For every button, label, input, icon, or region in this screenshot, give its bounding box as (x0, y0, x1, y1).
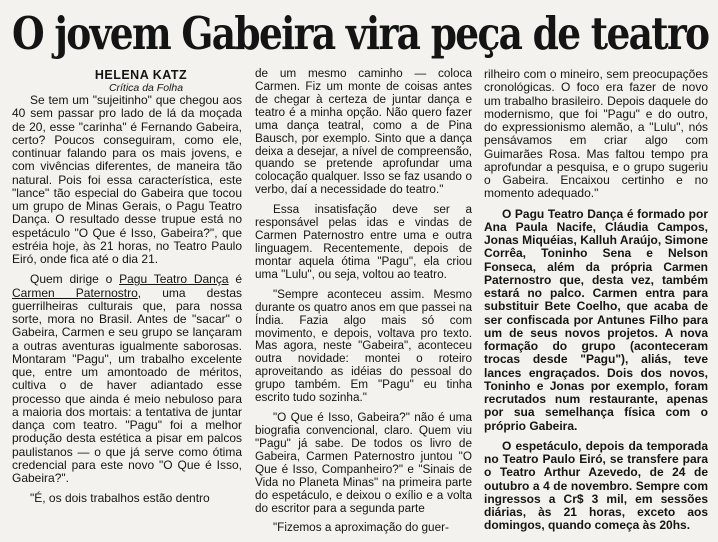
paragraph (12, 273, 242, 485)
director-name: Carmen Paternostro (12, 285, 138, 300)
article-column-2 (255, 68, 472, 538)
paragraph: "É, os dois trabalhos estão dentro (30, 491, 210, 506)
author-name: HELENA KATZ (94, 68, 188, 82)
paragraph: O Pagu Teatro Dança é formado por Ana Paula Nacife, Cláudia Campos, Jonas Miquéias, Kalluh Araújo, Simone Corrêa, Toninho Sena e Nelson Fonseca, além da própria Carmen Paternostro que, desta vez, também estará no palco. Carmen entra para substituir Bete Coelho, que acaba de ser confiscada por Antunes Filho para um de seus novos projetos. A nova formação do grupo (aconteceram trocas desde "Pagu"), aliás, teve lances engraçados. Dois dos novos, Toninho e Jonas por exemplo, foram recrutados num restaurante, apenas por sua semelhança física com o próprio Gabeira. (484, 206, 708, 433)
group-name: Pagu Teatro Dança (119, 272, 229, 287)
text-run: Quem dirige o (30, 272, 120, 287)
paragraph: "Fizemos a aproximação do guer- (273, 521, 449, 535)
headline: O jovem Gabeira vira peça de teatro (12, 7, 709, 60)
paragraph: O espetáculo, depois da temporada no Teatro Paulo Eiró, se transfere para o Teatro Arthur Azevedo, de 24 de outubro a 4 de novembro. Sempre com ingressos a Cr$ 3 mil, em sessões diárias, às 21 horas, exceto aos domingos, quando começa às 20hs. (484, 438, 708, 533)
paragraph: de um mesmo caminho — coloca Carmen. Fiz um monte de coisas antes de chegar à certeza de juntar dança e teatro é a minha opção. Não quero fazer uma dança teatral, como a de Pina Bausch, por exemplo. Sinto que a dança deixa a desejar, a nível de compreensão, quando se pretende aprofundar uma colocação qualquer. Isso se faz usando o verbo, daí a necessidade do teatro." (255, 68, 472, 197)
paragraph: Se tem um "sujeitinho" que chegou aos 40 sem passar pro lado de lá da moçada de 20, esse "carinha" é Fernando Gabeira, certo? Poucos conseguiram, como ele, continuar falando para os mais jovens, e com vivências diferentes, de maneira tão natural. Pois foi essa característica, este "lance" tão especial do Gabeira que tocou um grupo de Minas Gerais, o Pagu Teatro Dança. O resultado desse trupue está no espetáculo "O Que é Isso, Gabeira?", que estréia hoje, às 21 horas, no Teatro Paulo Eiró, onde fica até o dia 21. (12, 93, 242, 266)
paragraph: Essa insatisfação deve ser a responsável pelas idas e vindas de Carmen Paternostro entre uma e outra linguagem. Recentemente, depois de montar aquela ótima "Pagu", ela criou uma "Lulu", ou seja, voltou ao teatro. (255, 203, 472, 281)
text-run: é (228, 272, 242, 287)
text-run: , uma destas guerrilheiras culturais que, para nossa sorte, mora no Brasil. Antes de "sacar" o Gabeira, Carmen e seu grupo se lançaram a outras aventuras igualmente saborosas. Montaram "Pagu", um trabalho excelente que, entre um amontoado de méritos, cultiva o de haver adiantado esse processo que ainda é meio nebuloso para a maioria dos mortais: a tentativa de juntar dança com teatro. "Pagu" foi a melhor produção desta estética a pisar em palcos paulistanos — o que já serve como ótima credencial para este novo "O Que é Isso, Gabeira?". (12, 285, 242, 485)
paragraph: "O Que é Isso, Gabeira?" não é uma biografia convencional, claro. Quem viu "Pagu" já sabe. De todos os livro de Gabeira, Carmen Paternostro juntou "O Que é Isso, Companheiro?" e "Sinais de Vida no Planeta Minas" na primeira parte do espetáculo, e deixou o exílio e a volta do escritor para a segunda parte (255, 411, 472, 515)
paragraph: rilheiro com o mineiro, sem preocupações cronológicas. O foco era fazer de novo um trabalho brasileiro. Depois daquele do modernismo, que foi "Pagu" e do outro, do expressionismo alemão, a "Lulu", nós pensávamos em criar algo com Guimarães Rosa. Mas faltou tempo pra aprofundar a pesquisa, e o grupo sugeriu o Gabeira. Encaixou certinho e no momento adequado." (484, 68, 708, 201)
article-column-1 (12, 68, 242, 538)
article-column-3 (484, 68, 708, 538)
author-role: Crítica da Folha (108, 82, 184, 94)
paragraph: "Sempre aconteceu assim. Mesmo durante os quatro anos em que passei na Índia. Fazia algo mais só com movimento, e depois, voltava pro texto. Mas agora, neste "Gabeira", aconteceu outra novidade: montei o roteiro aproveitando as idéias do pessoal do grupo também. Em "Pagu" eu tinha escrito tudo sozinha." (255, 287, 472, 405)
